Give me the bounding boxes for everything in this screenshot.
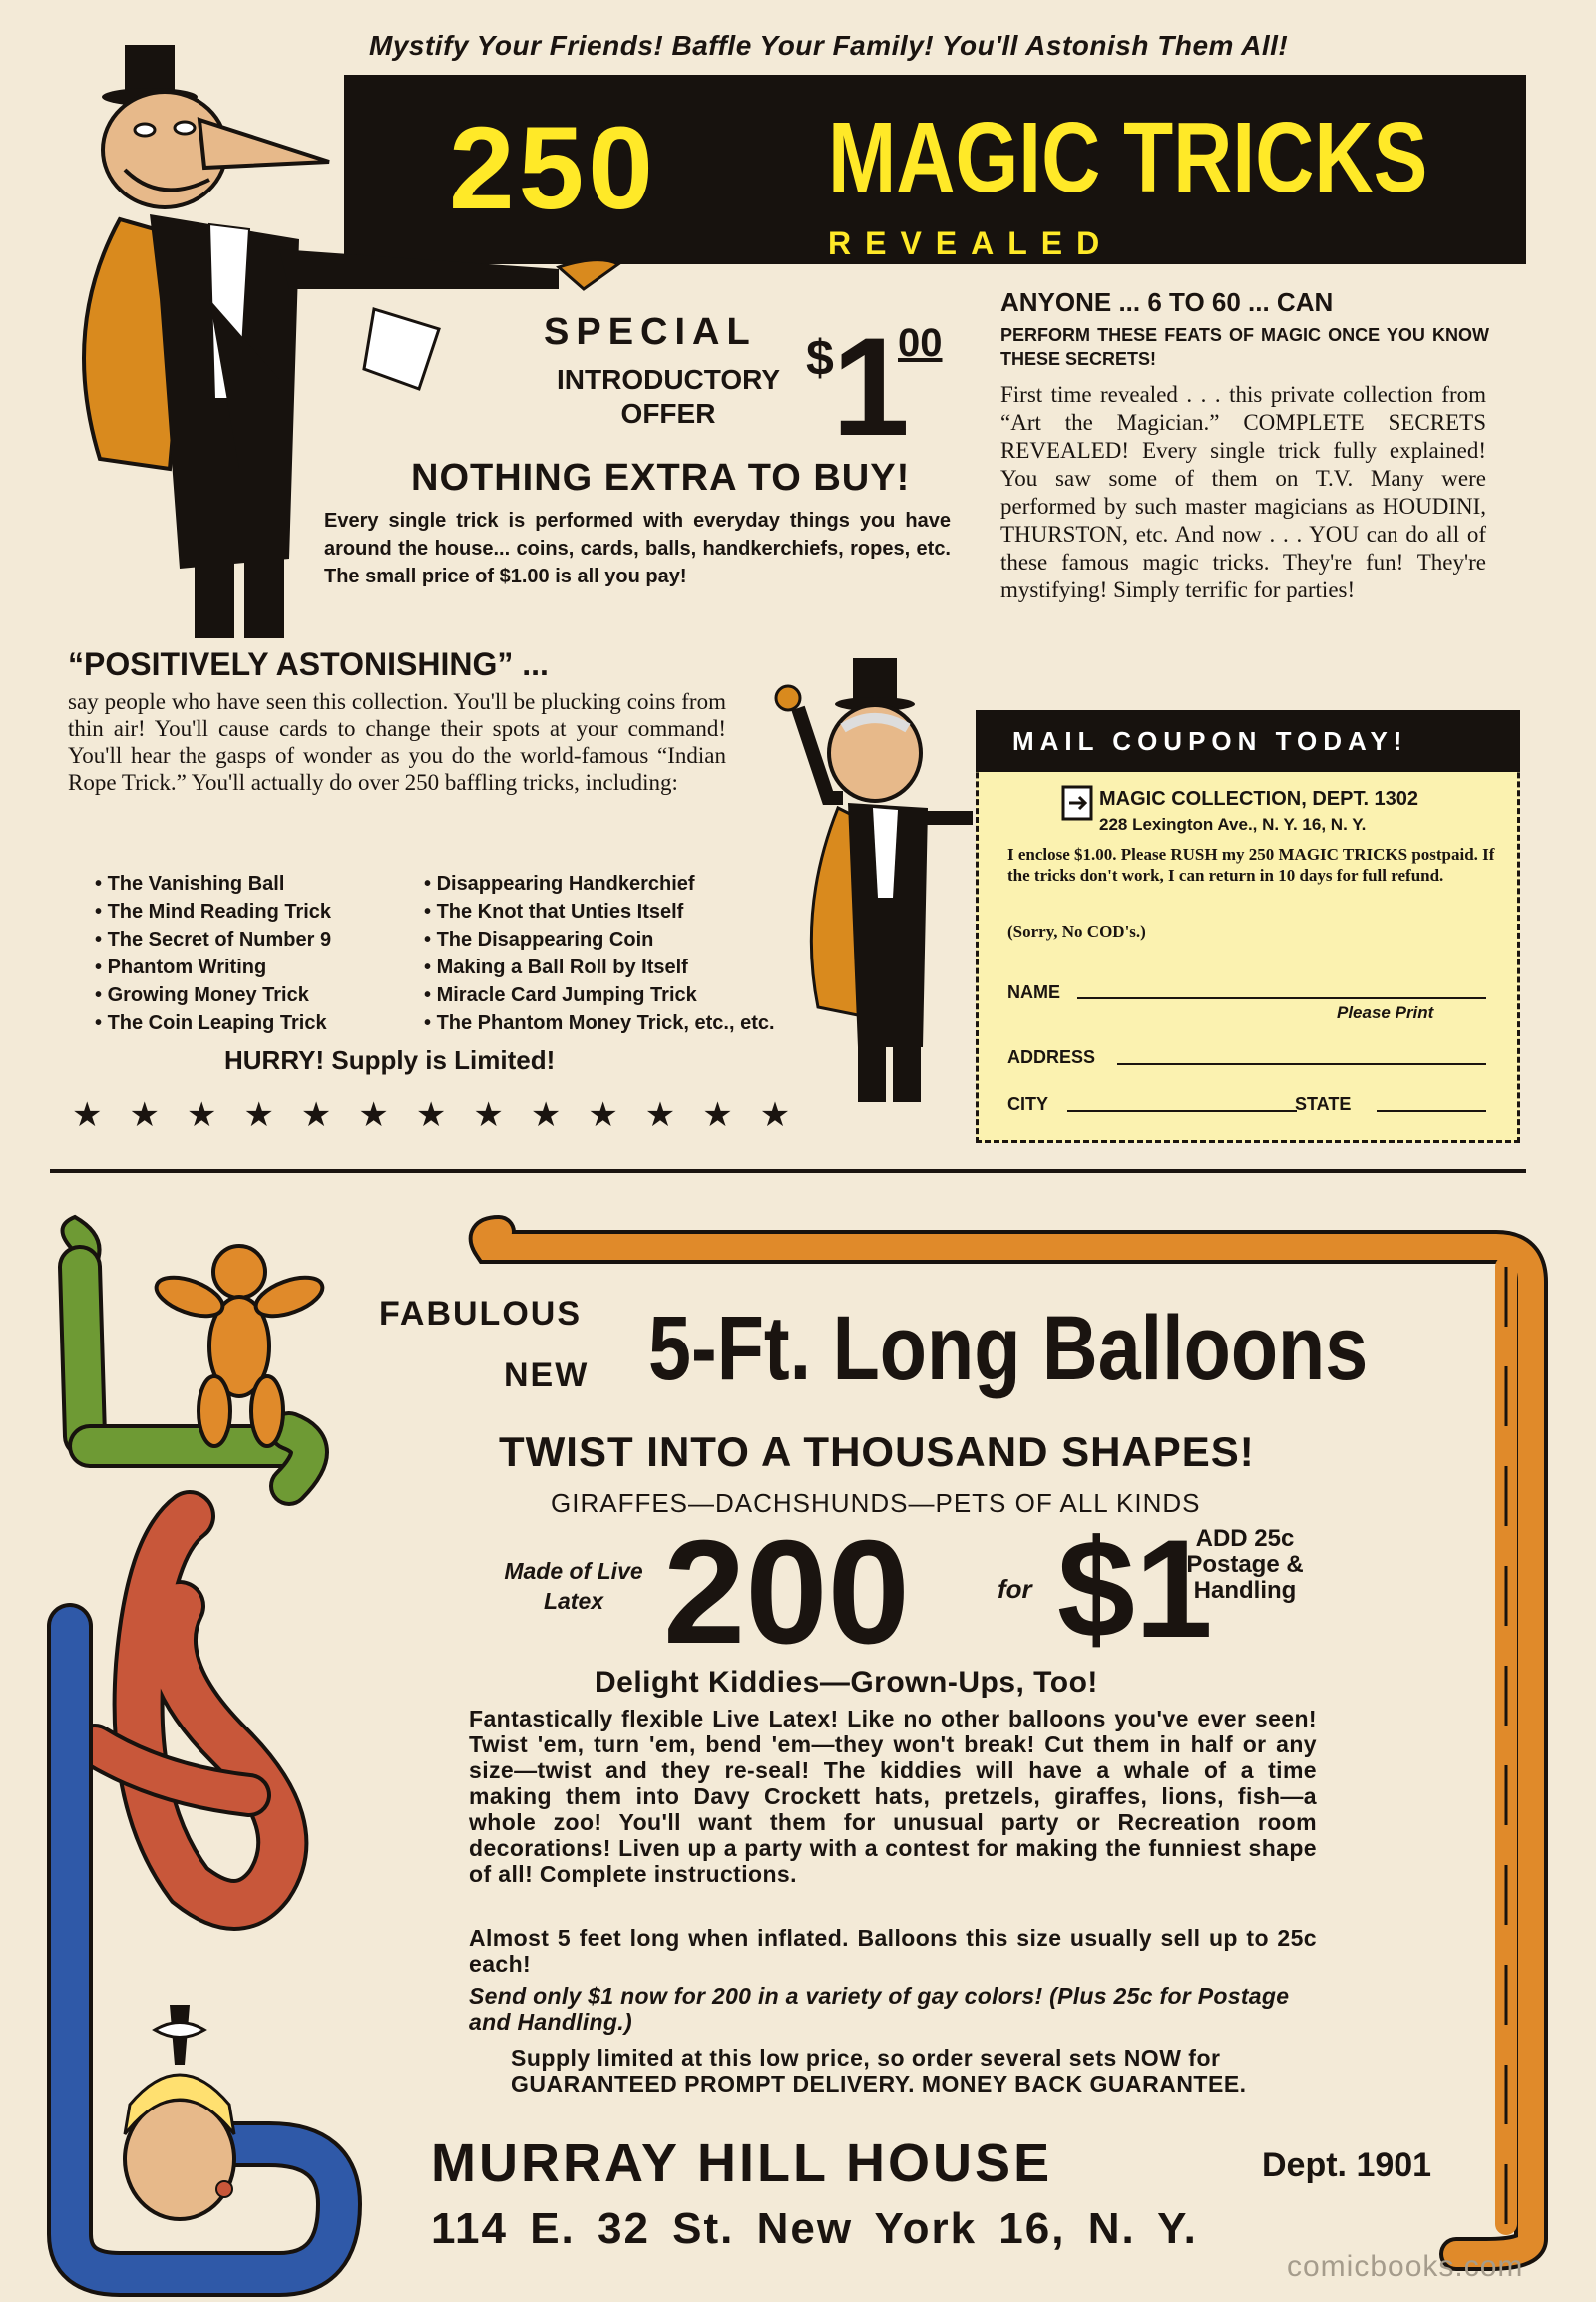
astonishing-heading: “POSITIVELY ASTONISHING” ...	[68, 646, 549, 682]
delight-heading: Delight Kiddies—Grown-Ups, Too!	[595, 1666, 1098, 1699]
balloon-price: $1	[1057, 1510, 1213, 1667]
send-text: Send only $1 now for 200 in a variety of gay colors! (Plus 25c for Postage and Handling.)	[469, 1983, 1290, 2035]
list-item: • The Knot that Unties Itself	[424, 898, 775, 926]
state-field[interactable]	[1377, 1110, 1486, 1112]
coupon-title: MAIL COUPON TODAY!	[1012, 726, 1408, 756]
coupon-sorry: (Sorry, No COD's.)	[1007, 922, 1146, 941]
coupon-body: I enclose $1.00. Please RUSH my 250 MAGIC TRICKS postpaid. If the tricks don't work, I can return in 10 days for full refund.	[1007, 845, 1495, 885]
everyday-text: Every single trick is performed with everyday things you have around the house... coins, cards, balls, handkerchiefs, ropes, etc. The small price of $1.00 is all you pay!	[324, 510, 951, 587]
name-field[interactable]	[1077, 997, 1486, 999]
intro-offer-label: INTRODUCTORY OFFER	[557, 364, 780, 429]
price-cents: 00	[898, 321, 943, 365]
city-field[interactable]	[1067, 1110, 1297, 1112]
name-label: NAME	[1007, 982, 1060, 1002]
list-item: • Phantom Writing	[95, 954, 331, 981]
price-dollar-sign: $	[806, 330, 834, 386]
list-item: • The Secret of Number 9	[95, 926, 331, 954]
postage-note: ADD 25c Postage & Handling	[1186, 1525, 1304, 1604]
list-item: • Disappearing Handkerchief	[424, 870, 775, 898]
girl-face-icon	[125, 2005, 234, 2219]
list-item: • The Vanishing Ball	[95, 870, 331, 898]
balloon-body-text: Fantastically flexible Live Latex! Like no other balloons you've ever seen! Twist 'em, turn 'em, bend 'em—they won't break! Cut them in half or any size—twist and they re-seal! The kiddies will have a whale of a time making them into Davy Crockett hats, pretzels, giraffes, lions, fish—a whole zoo! You'll want them for unusual party or Recreation room decorations! Liven up a party with a contest for making the funniest shape of all! Complete instructions.	[469, 1706, 1317, 1887]
address-field[interactable]	[1117, 1063, 1486, 1065]
red-balloon-pretzel-icon	[95, 1516, 282, 1905]
anyone-heading: ANYONE ... 6 TO 60 ... CAN	[1000, 287, 1334, 317]
supply-text: Supply limited at this low price, so order several sets NOW for GUARANTEED PROMPT DELIVERY. MONEY BACK GUARANTEE.	[511, 2045, 1247, 2097]
coupon-company: MAGIC COLLECTION, DEPT. 1302	[1099, 788, 1419, 810]
fabulous-label: FABULOUS	[379, 1295, 582, 1333]
ball-icon	[776, 686, 800, 710]
watermark: comicbooks.com	[1287, 2250, 1524, 2283]
section-divider	[50, 1169, 1526, 1173]
banner-title: MAGIC TRICKS	[828, 102, 1428, 213]
balloon-quantity: 200	[663, 1510, 910, 1675]
astonishing-body-text: say people who have seen this collection. You'll be plucking coins from thin air! You'll cause cards to change their spots at your command! You'll hear the gasps of wonder as you do the world-famous “Indian Rope Trick.” You'll actually do over 250 baffling tricks, including:	[68, 689, 726, 795]
city-label: CITY	[1007, 1094, 1049, 1114]
list-item: • The Mind Reading Trick	[95, 898, 331, 926]
new-label: NEW	[504, 1356, 590, 1394]
made-of-label: Made of Live Latex	[504, 1558, 643, 1614]
company-name: MURRAY HILL HOUSE	[431, 2133, 1053, 2193]
hurry-text: HURRY! Supply is Limited!	[224, 1045, 556, 1075]
balloons-title: 5-Ft. Long Balloons	[648, 1298, 1369, 1399]
nothing-extra-heading: NOTHING EXTRA TO BUY!	[411, 457, 911, 499]
list-item: • The Coin Leaping Trick	[95, 1009, 331, 1037]
banner-subtitle: REVEALED	[828, 225, 1114, 261]
stars-row: ★★★★★★★★★★★★★	[72, 1096, 818, 1134]
company-address: 114 E. 32 St. New York 16, N. Y.	[431, 2204, 1198, 2253]
address-label: ADDRESS	[1007, 1047, 1096, 1067]
coupon-address: 228 Lexington Ave., N. Y. 16, N. Y.	[1099, 815, 1367, 834]
special-label: SPECIAL	[544, 311, 757, 353]
list-item: • The Phantom Money Trick, etc., etc.	[424, 1009, 775, 1037]
banner-number: 250	[449, 103, 657, 234]
tricks-list-left	[95, 870, 331, 1037]
list-item: • Making a Ball Roll by Itself	[424, 954, 775, 981]
giraffes-subheading: GIRAFFES—DACHSHUNDS—PETS OF ALL KINDS	[551, 1488, 1201, 1518]
price-whole: 1	[832, 308, 910, 465]
tricks-list-right	[424, 870, 775, 1037]
list-item: • Miracle Card Jumping Trick	[424, 981, 775, 1009]
coupon-pointer-icon	[1057, 783, 1097, 823]
company-dept: Dept. 1901	[1262, 2146, 1432, 2184]
small-magician-illustration	[758, 648, 998, 1107]
list-item: • Growing Money Trick	[95, 981, 331, 1009]
magic-tagline: Mystify Your Friends! Baffle Your Family! You'll Astonish Them All!	[369, 30, 1289, 61]
for-label: for	[998, 1574, 1032, 1604]
twist-heading: TWIST INTO A THOUSAND SHAPES!	[499, 1428, 1255, 1475]
list-item: • The Disappearing Coin	[424, 926, 775, 954]
please-print-label: Please Print	[1337, 1003, 1434, 1022]
anyone-subheading: PERFORM THESE FEATS OF MAGIC ONCE YOU KNOW THESE SECRETS!	[1000, 325, 1489, 369]
state-label: STATE	[1295, 1094, 1352, 1114]
anyone-body-text: First time revealed . . . this private collection from “Art the Magician.” COMPLETE SECRETS REVEALED! Every single trick fully explained! You saw some of them on T.V. Many were performed by such master magicians as HOUDINI, THURSTON, etc. And now . . . YOU can do all of these famous magic tricks. They're fun! They're mystifying! Simply terrific for parties!	[1000, 382, 1486, 602]
balloon-size-text: Almost 5 feet long when inflated. Balloons this size usually sell up to 25c each!	[469, 1925, 1317, 1977]
